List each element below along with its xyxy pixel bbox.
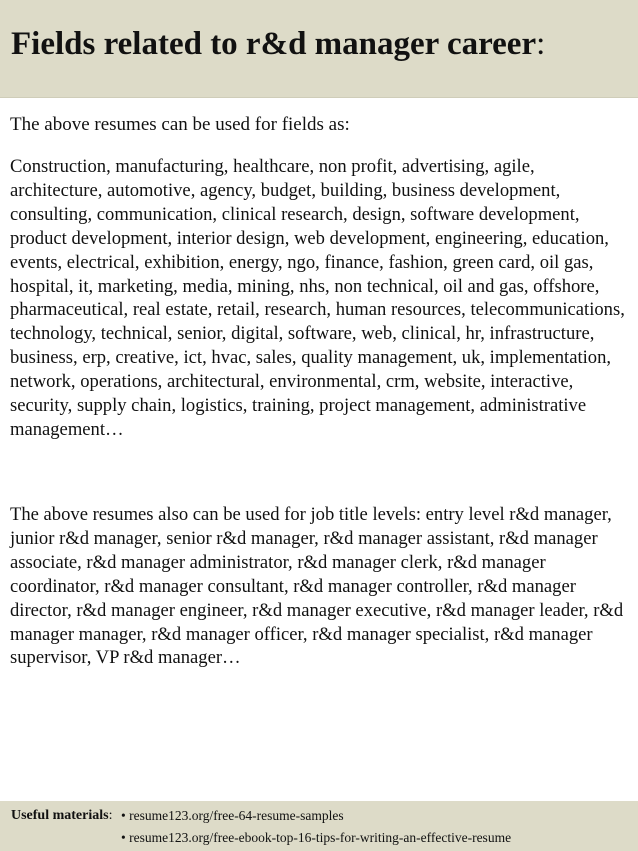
page-title-colon: : xyxy=(536,26,546,62)
useful-materials-label xyxy=(11,807,112,825)
page-title xyxy=(11,24,545,64)
useful-materials-label-text: Useful materials xyxy=(11,808,109,823)
footer-link-ebook-tips[interactable]: • resume123.org/free-ebook-top-16-tips-for-writing-an-effective-resume xyxy=(121,830,512,845)
footer-band xyxy=(0,801,638,851)
header-band xyxy=(0,0,638,98)
footer-link-resume-samples[interactable]: • resume123.org/free-64-resume-samples xyxy=(121,808,344,823)
job-levels-paragraph: The above resumes also can be used for job title levels: entry level r&d manager, junior r&d manager, senior r&d manager, r&d manager assistant, r&d manager associate, r&d manager administrator, r&d manager clerk, r&d manager coordinator, r&d manager consultant, r&d manager controller, r&d manager director, r&d manager engineer, r&d manager executive, r&d manager leader, r&d manager manager, r&d manager officer, r&d manager specialist, r&d manager supervisor, VP r&d manager… xyxy=(10,504,624,669)
fields-list-paragraph: Construction, manufacturing, healthcare, non profit, advertising, agile, architecture, automotive, agency, budget, building, business development, consulting, communication, clinical research, design, software development, product development, interior design, web development, engineering, education, events, electrical, exhibition, energy, ngo, finance, fashion, green card, oil gas, hospital, it, marketing, media, mining, nhs, non technical, oil and gas, offshore, pharmaceutical, real estate, retail, research, human resources, telecommunications, technology, technical, senior, digital, software, web, clinical, hr, infrastructure, business, erp, creative, ict, hvac, sales, quality management, uk, implementation, network, operations, architectural, environmental, crm, website, interactive, security, supply chain, logistics, training, project management, administrative management… xyxy=(10,156,625,440)
page-title-text: Fields related to r&d manager career xyxy=(11,26,537,62)
intro-text: The above resumes can be used for fields as: xyxy=(10,114,350,135)
useful-materials-label-colon: : xyxy=(108,808,113,823)
